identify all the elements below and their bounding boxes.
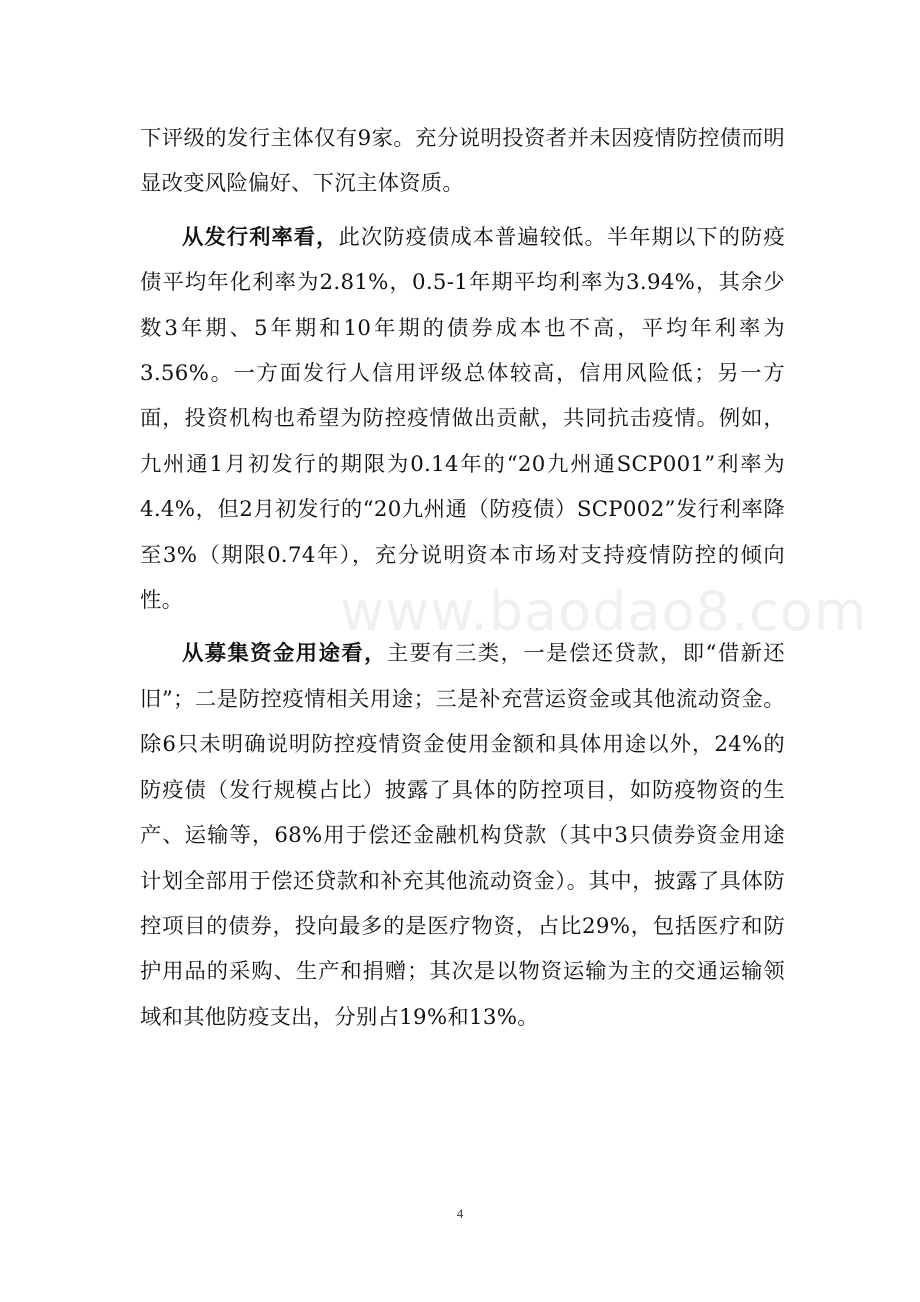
paragraph-1 bbox=[140, 116, 785, 207]
paragraph-3-text: 主要有三类，一是偿还贷款，即“借新还旧”；二是防控疫情相关用途；三是补充营运资金或其他流动资金。除6只未明确说明防控疫情资金使用金额和具体用途以外，24%的防疫债（发行规模占比）披露了具体的防控项目，如防疫物资的生产、运输等，68%用于偿还金融机构贷款（其中3只债券资金用途计划全部用于偿还贷款和补充其他流动资金）。其中，披露了具体防控项目的债券，投向最多的是医疗物资，占比29%，包括医疗和防护用品的采购、生产和捐赠；其次是以物资运输为主的交通运输领域和其他防疫支出，分别占19%和13%。 bbox=[140, 641, 785, 1030]
paragraph-2-lead: 从发行利率看， bbox=[182, 224, 339, 250]
document-body bbox=[140, 116, 785, 1040]
page-number: 4 bbox=[456, 1206, 464, 1221]
watermark: www.baodao8.com bbox=[340, 580, 868, 643]
paragraph-1-text: 下评级的发行主体仅有9家。充分说明投资者并未因疫情防控债而明显改变风险偏好、下沉主体资质。 bbox=[140, 126, 785, 197]
paragraph-2-text: 此次防疫债成本普遍较低。半年期以下的防疫债平均年化利率为2.81%，0.5-1年期平均利率为3.94%，其余少数3年期、5年期和10年期的债券成本也不高，平均年利率为3.56%。一方面发行人信用评级总体较高，信用风险低；另一方面，投资机构也希望为防控疫情做出贡献，共同抗击疫情。例如，九州通1月初发行的期限为0.14年的“20九州通SCP001”利率为4.4%，但2月初发行的“20九州通（防疫债）SCP002”发行利率降至3%（期限0.74年），充分说明资本市场对支持疫情防控的倾向性。 bbox=[140, 224, 785, 614]
paragraph-3-lead: 从募集资金用途看， bbox=[182, 641, 387, 667]
paragraph-2 bbox=[140, 215, 785, 624]
paragraph-3 bbox=[140, 631, 785, 1040]
